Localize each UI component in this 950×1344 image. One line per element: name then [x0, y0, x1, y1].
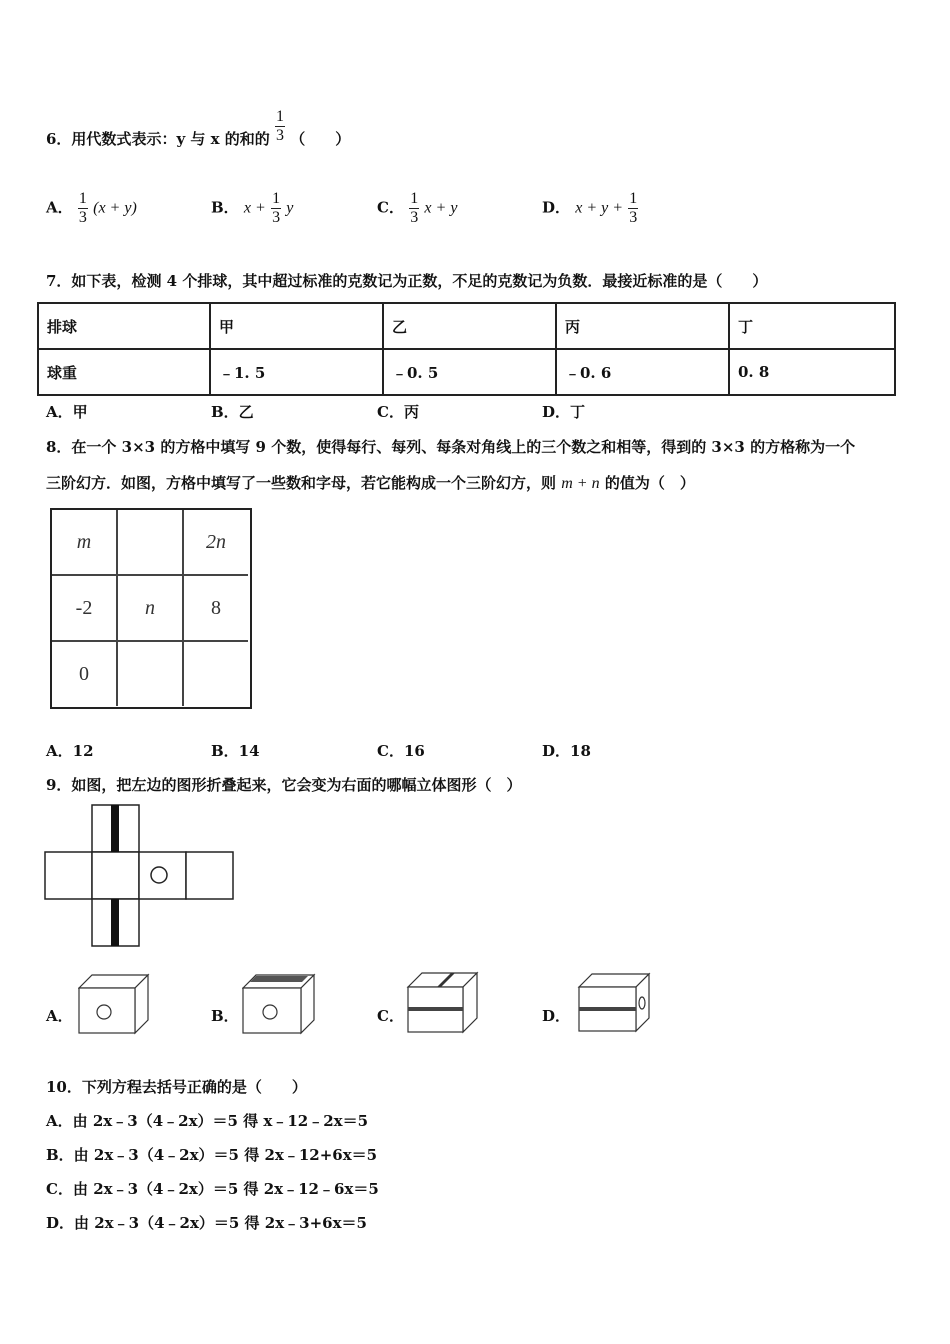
- q9-option-b-cube[interactable]: [242, 973, 316, 1035]
- q9-option-b[interactable]: B．: [211, 1007, 239, 1025]
- magic-cell-9: [184, 642, 248, 706]
- q7-option-c[interactable]: C．丙: [377, 403, 419, 421]
- q10-stem: 10．下列方程去括号正确的是（ ）: [46, 1078, 307, 1096]
- q8-option-c[interactable]: C．16: [377, 742, 425, 760]
- stripe-mark: [408, 1007, 463, 1011]
- q6-option-b[interactable]: B． x + $\frac{1}{3}$ y: [211, 190, 294, 226]
- q9-stem: 9．如图，把左边的图形折叠起来，它会变为右面的哪幅立体图形（ ）: [46, 776, 522, 794]
- net-face-right: [186, 852, 233, 899]
- q8-expr: m + n: [561, 475, 600, 492]
- q8-option-b[interactable]: B．14: [211, 742, 260, 760]
- net-face-left: [45, 852, 92, 899]
- q7-option-d[interactable]: D．丁: [542, 403, 586, 421]
- table-row: 球重 ﹣1. 5 ﹣0. 5 ﹣0. 6 0. 8: [38, 349, 895, 395]
- net-face-center: [92, 852, 139, 899]
- q10-option-c[interactable]: C．由 2x﹣3（4﹣2x）＝5 得 2x﹣12﹣6x＝5: [46, 1180, 379, 1198]
- stripe-mark: [579, 1007, 636, 1011]
- q7-table: [37, 302, 896, 396]
- table-row: 排球 甲 乙 丙 丁: [38, 303, 895, 349]
- q10-option-d[interactable]: D．由 2x﹣3（4﹣2x）＝5 得 2x﹣3+6x＝5: [46, 1214, 367, 1232]
- magic-cell-5: n: [118, 576, 184, 642]
- q10-option-b[interactable]: B．由 2x﹣3（4﹣2x）＝5 得 2x﹣12+6x＝5: [46, 1146, 378, 1164]
- q6-option-d[interactable]: D． x + y + $\frac{1}{3}$: [542, 190, 638, 226]
- magic-cell-2: [118, 510, 184, 576]
- magic-cell-1: m: [52, 510, 118, 576]
- q9-option-a[interactable]: A．: [46, 1007, 73, 1025]
- q9-option-d-cube[interactable]: [577, 971, 651, 1033]
- q10-option-a[interactable]: A．由 2x﹣3（4﹣2x）＝5 得 x﹣12﹣2x＝5: [46, 1112, 369, 1130]
- q6-option-a[interactable]: A． $\frac{1}{3}$ (x + y): [46, 190, 137, 226]
- cube-net-diagram: [44, 803, 236, 948]
- magic-cell-7: 0: [52, 642, 118, 706]
- q9-option-c-cube[interactable]: [405, 970, 479, 1034]
- q8-stem-line1: 8．在一个 3×3 的方格中填写 9 个数，使得每行、每列、每条对角线上的三个数之和相等，得到的 3×3 的方格称为一个: [46, 438, 856, 456]
- q6-option-c[interactable]: C． $\frac{1}{3}$ x + y: [377, 190, 458, 226]
- q6-text: 6．用代数式表示：y 与 x 的和的: [46, 130, 270, 148]
- q9-option-d[interactable]: D．: [542, 1007, 571, 1025]
- stripe-mark: [250, 976, 308, 982]
- net-face-circle: [139, 852, 186, 899]
- q8-option-d[interactable]: D．18: [542, 742, 591, 760]
- q8-option-a[interactable]: A．12: [46, 742, 94, 760]
- q9-option-c[interactable]: C．: [377, 1007, 404, 1025]
- q6-stem: [46, 107, 351, 149]
- q9-option-a-cube[interactable]: [78, 973, 150, 1035]
- magic-cell-8: [118, 642, 184, 706]
- q7-stem: 7．如下表，检测 4 个排球，其中超过标准的克数记为正数，不足的克数记为负数．最接近标准的是（ ）: [46, 272, 768, 290]
- magic-cell-6: 8: [184, 576, 248, 642]
- net-stripe-bottom: [111, 899, 119, 946]
- magic-square: [50, 508, 252, 709]
- q8-stem-line2: 三阶幻方．如图，方格中填写了一些数和字母，若它能构成一个三阶幻方，则 m + n 的值为（ ）: [46, 474, 695, 492]
- q7-option-a[interactable]: A．甲: [46, 403, 88, 421]
- magic-cell-3: 2n: [184, 510, 248, 576]
- net-stripe-top: [111, 805, 119, 852]
- magic-cell-4: -2: [52, 576, 118, 642]
- q6-fraction: $\frac{1}{3}$: [276, 107, 284, 144]
- q6-paren: （ ）: [290, 130, 351, 148]
- q7-option-b[interactable]: B．乙: [211, 403, 254, 421]
